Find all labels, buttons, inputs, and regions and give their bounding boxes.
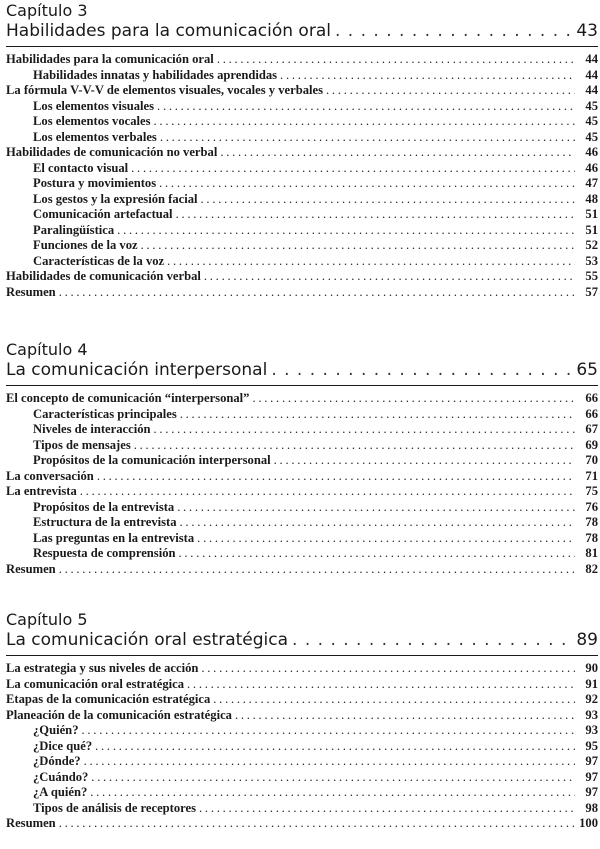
dot-leader <box>97 469 575 485</box>
toc-entry <box>6 692 598 708</box>
entry-title: Etapas de la comunicación estratégica <box>6 692 211 706</box>
entry-page-number: 66 <box>585 391 598 405</box>
dot-leader <box>252 391 575 407</box>
dot-leader <box>90 785 575 801</box>
chapter-label: Capítulo 5 <box>6 610 88 629</box>
entry-page-number: 47 <box>585 176 598 190</box>
entry-page-number: 78 <box>585 515 598 529</box>
chapter-title-row <box>6 20 598 47</box>
entry-page-number: 100 <box>579 816 598 830</box>
entry-page-number: 51 <box>585 207 598 221</box>
toc-subentry <box>6 531 598 547</box>
dot-leader <box>180 515 575 531</box>
chapter-5 <box>6 611 598 832</box>
toc-subentry <box>6 546 598 562</box>
toc-subentry <box>6 754 598 770</box>
toc-subentry <box>6 192 598 208</box>
toc-subentry <box>6 254 598 270</box>
toc-entry <box>6 145 598 161</box>
chapter-label: Capítulo 3 <box>6 1 88 20</box>
chapter-title-row <box>6 629 598 656</box>
entry-title: Los gestos y la expresión facial <box>33 191 198 206</box>
entry-title: La estrategia y sus niveles de acción <box>6 661 199 675</box>
chapter-label: Capítulo 4 <box>6 340 88 359</box>
entry-page-number: 57 <box>585 284 598 299</box>
chapter-title: La comunicación oral estratégica <box>6 630 289 650</box>
entry-title: El contacto visual <box>33 160 129 175</box>
entry-title: Propósitos de la entrevista <box>33 499 175 514</box>
dot-leader <box>59 816 575 832</box>
chapter-page-number: 89 <box>576 630 598 650</box>
entry-page-number: 92 <box>585 692 598 706</box>
dot-leader <box>159 176 575 192</box>
dot-leader <box>59 285 575 301</box>
toc-subentry <box>6 130 598 146</box>
entry-page-number: 70 <box>585 453 598 467</box>
entry-page-number: 45 <box>585 98 598 113</box>
entry-page-number: 97 <box>585 785 598 799</box>
toc-entry <box>6 83 598 99</box>
toc-subentry <box>6 238 598 254</box>
entry-title: Las preguntas en la entrevista <box>33 530 195 545</box>
entry-title: Habilidades innatas y habilidades aprendidas <box>33 67 278 82</box>
entry-title: Habilidades para la comunicación oral <box>6 52 214 66</box>
entry-list <box>6 391 598 577</box>
entry-page-number: 45 <box>585 129 598 144</box>
entry-title: Tipos de mensajes <box>33 437 131 452</box>
entry-title: Funciones de la voz <box>33 238 138 252</box>
entry-title: Postura y movimientos <box>33 176 157 190</box>
entry-title: La conversación <box>6 468 94 483</box>
toc-subentry <box>6 739 598 755</box>
dot-leader <box>220 145 575 161</box>
toc-subentry <box>6 801 598 817</box>
dot-leader <box>235 708 575 724</box>
entry-page-number: 53 <box>585 253 598 268</box>
entry-title: Niveles de interacción <box>33 422 151 436</box>
dot-leader <box>131 161 575 177</box>
entry-title: ¿Cuándo? <box>33 769 89 784</box>
toc-entry <box>6 708 598 724</box>
entry-title: Estructura de la entrevista <box>33 515 177 529</box>
toc-subentry <box>6 422 598 438</box>
dot-leader <box>160 130 575 146</box>
toc-subentry <box>6 161 598 177</box>
dot-leader <box>179 546 575 562</box>
dot-leader <box>167 254 575 270</box>
dot-leader <box>197 531 575 547</box>
entry-page-number: 44 <box>585 83 598 97</box>
entry-title: Propósitos de la comunicación interpersonal <box>33 453 271 467</box>
entry-page-number: 45 <box>585 114 598 128</box>
chapter-title-row <box>6 359 598 386</box>
toc-subentry <box>6 770 598 786</box>
chapter-4 <box>6 341 598 577</box>
dot-leader <box>82 723 576 739</box>
entry-page-number: 82 <box>585 561 598 576</box>
entry-title: Los elementos vocales <box>33 114 151 128</box>
dot-leader <box>80 484 575 500</box>
entry-title: Habilidades de comunicación verbal <box>6 269 201 283</box>
chapter-title: Habilidades para la comunicación oral <box>6 21 331 41</box>
entry-page-number: 97 <box>585 769 598 784</box>
entry-page-number: 93 <box>585 723 598 737</box>
toc-subentry <box>6 500 598 516</box>
entry-title: La entrevista <box>6 484 77 498</box>
entry-title: Los elementos verbales <box>33 129 157 144</box>
dot-leader <box>91 770 575 786</box>
entry-title: La comunicación oral estratégica <box>6 676 185 691</box>
dot-leader <box>326 83 575 99</box>
entry-page-number: 95 <box>585 738 598 753</box>
entry-page-number: 69 <box>585 437 598 452</box>
dot-leader <box>141 238 575 254</box>
dot-leader <box>95 739 575 755</box>
entry-page-number: 52 <box>585 238 598 252</box>
entry-page-number: 91 <box>585 676 598 691</box>
entry-list <box>6 661 598 832</box>
toc-subentry <box>6 515 598 531</box>
toc-entry <box>6 285 598 301</box>
entry-title: Habilidades de comunicación no verbal <box>6 145 218 159</box>
toc-entry <box>6 677 598 693</box>
toc-subentry <box>6 99 598 115</box>
entry-page-number: 97 <box>585 754 598 768</box>
dot-leader <box>134 438 575 454</box>
toc-subentry <box>6 453 598 469</box>
toc-entry <box>6 52 598 68</box>
dot-leader <box>187 677 575 693</box>
entry-page-number: 90 <box>585 661 598 675</box>
entry-title: Resumen <box>6 561 56 576</box>
dot-leader <box>154 422 575 438</box>
dot-leader <box>180 407 575 423</box>
dot-leader <box>271 359 572 381</box>
toc-subentry <box>6 723 598 739</box>
toc-entry <box>6 391 598 407</box>
dot-leader <box>335 20 572 42</box>
toc-entry <box>6 269 598 285</box>
toc-subentry <box>6 114 598 130</box>
dot-leader <box>280 68 575 84</box>
dot-leader <box>154 114 575 130</box>
dot-leader <box>59 562 575 578</box>
toc-subentry <box>6 207 598 223</box>
dot-leader <box>201 661 575 677</box>
entry-title: ¿Dice qué? <box>33 738 93 753</box>
entry-title: Comunicación artefactual <box>33 207 173 221</box>
toc-entry <box>6 661 598 677</box>
toc-subentry <box>6 223 598 239</box>
entry-page-number: 46 <box>585 160 598 175</box>
entry-title: Tipos de análisis de receptores <box>33 800 197 815</box>
chapter-title: La comunicación interpersonal <box>6 360 268 380</box>
chapter-page-number: 43 <box>576 21 598 41</box>
entry-page-number: 93 <box>585 707 598 722</box>
toc-entry <box>6 484 598 500</box>
entry-page-number: 71 <box>585 468 598 483</box>
entry-title: Planeación de la comunicación estratégica <box>6 707 232 722</box>
entry-title: Resumen <box>6 284 56 299</box>
dot-leader <box>199 801 575 817</box>
entry-page-number: 66 <box>585 406 598 421</box>
entry-page-number: 78 <box>585 530 598 545</box>
dot-leader <box>177 500 575 516</box>
entry-page-number: 76 <box>585 499 598 514</box>
entry-title: La fórmula V-V-V de elementos visuales, vocales y verbales <box>6 83 324 97</box>
entry-title: Características principales <box>33 406 177 421</box>
dot-leader <box>204 269 575 285</box>
dot-leader <box>117 223 575 239</box>
dot-leader <box>176 207 575 223</box>
entry-page-number: 75 <box>585 484 598 498</box>
entry-title: Características de la voz <box>33 253 165 268</box>
chapter-3 <box>6 2 598 300</box>
entry-title: El concepto de comunicación “interpersonal” <box>6 391 250 405</box>
entry-page-number: 81 <box>585 546 598 560</box>
toc-subentry <box>6 176 598 192</box>
entry-page-number: 98 <box>585 800 598 815</box>
toc-subentry <box>6 68 598 84</box>
entry-page-number: 51 <box>585 222 598 237</box>
entry-page-number: 46 <box>585 145 598 159</box>
toc-subentry <box>6 438 598 454</box>
dot-leader <box>274 453 575 469</box>
entry-list <box>6 52 598 300</box>
toc-subentry <box>6 407 598 423</box>
dot-leader <box>217 52 575 68</box>
toc-entry <box>6 562 598 578</box>
entry-title: Paralingüística <box>33 222 115 237</box>
toc-entry <box>6 816 598 832</box>
entry-title: Los elementos visuales <box>33 98 155 113</box>
entry-title: ¿Quién? <box>33 723 79 737</box>
dot-leader <box>84 754 575 770</box>
entry-title: Respuesta de comprensión <box>33 546 176 560</box>
entry-page-number: 67 <box>585 422 598 436</box>
entry-title: ¿Dónde? <box>33 754 81 768</box>
toc-subentry <box>6 785 598 801</box>
entry-page-number: 44 <box>585 67 598 82</box>
dot-leader <box>201 192 575 208</box>
entry-page-number: 48 <box>585 191 598 206</box>
entry-page-number: 55 <box>585 269 598 283</box>
dot-leader <box>213 692 575 708</box>
entry-page-number: 44 <box>585 52 598 66</box>
toc-entry <box>6 469 598 485</box>
entry-title: ¿A quién? <box>33 785 88 799</box>
dot-leader <box>292 629 572 651</box>
dot-leader <box>157 99 575 115</box>
chapter-page-number: 65 <box>576 360 598 380</box>
entry-title: Resumen <box>6 816 56 830</box>
